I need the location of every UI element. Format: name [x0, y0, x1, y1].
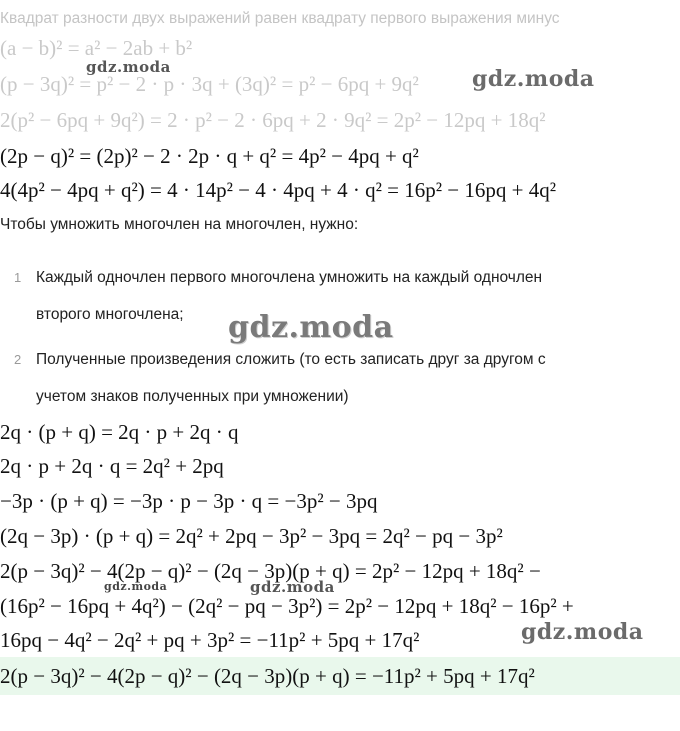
equation-step-4: (2q − 3p) · (p + q) = 2q² + 2pq − 3p² − 3pq = 2q² − pq − 3p²	[0, 524, 503, 548]
step-text-line1: Каждый одночлен первого многочлена умножить на каждый одночлен	[36, 269, 543, 286]
final-answer: 2(p − 3q)² − 4(2p − q)² − (2q − 3p)(p + q) = −11p² + 5pq + 17q²	[0, 664, 535, 688]
equation-step-5: 2(p − 3q)² − 4(2p − q)² − (2q − 3p)(p + q) = 2p² − 12pq + 18q² −	[0, 559, 541, 583]
intro-text: Чтобы умножить многочлен на многочлен, нужно:	[0, 216, 359, 233]
equation-4-times-square: 4(4p² − 4pq + q²) = 4 · 14p² − 4 · 4pq + 4 · q² = 16p² − 16pq + 4q²	[0, 178, 556, 202]
step-number: 1	[14, 270, 22, 285]
step-number: 2	[14, 352, 22, 367]
equation-step-3: −3p · (p + q) = −3p · p − 3p · q = −3p² − 3pq	[0, 489, 378, 513]
watermark: gdz.moda	[104, 580, 168, 593]
watermark: gdz.moda	[521, 619, 644, 645]
faded-equation-2: (p − 3q)² = p² − 2 · p · 3q + (3q)² = p² − 6pq + 9q²	[0, 72, 419, 96]
equation-step-7: 16pq − 4q² − 2q² + pq + 3p² = −11p² + 5pq + 17q²	[0, 628, 420, 652]
faded-equation-1: (a − b)² = a² − 2ab + b²	[0, 36, 193, 60]
equation-step-6: (16p² − 16pq + 4q²) − (2q² − pq − 3p²) = 2p² − 12pq + 18q² − 16p² +	[0, 594, 574, 618]
equation-square-2p-q: (2p − q)² = (2p)² − 2 · 2p · q + q² = 4p² − 4pq + q²	[0, 144, 419, 168]
watermark: gdz.moda	[86, 58, 171, 76]
equation-step-2: 2q · p + 2q · q = 2q² + 2pq	[0, 454, 224, 478]
step-text-line2: второго многочлена;	[36, 306, 184, 323]
equation-step-1: 2q · (p + q) = 2q · p + 2q · q	[0, 420, 239, 444]
header-text: Квадрат разности двух выражений равен квадрату первого выражения минус	[0, 10, 560, 27]
watermark: gdz.moda	[472, 66, 595, 92]
step-text-line2: учетом знаков полученных при умножении)	[36, 388, 349, 405]
step-text-line1: Полученные произведения сложить (то есть записать друг за другом с	[36, 351, 546, 368]
faded-equation-3: 2(p² − 6pq + 9q²) = 2 · p² − 2 · 6pq + 2 · 9q² = 2p² − 12pq + 18q²	[0, 108, 546, 132]
watermark: gdz.moda	[228, 310, 394, 345]
watermark: gdz.moda	[250, 578, 335, 596]
